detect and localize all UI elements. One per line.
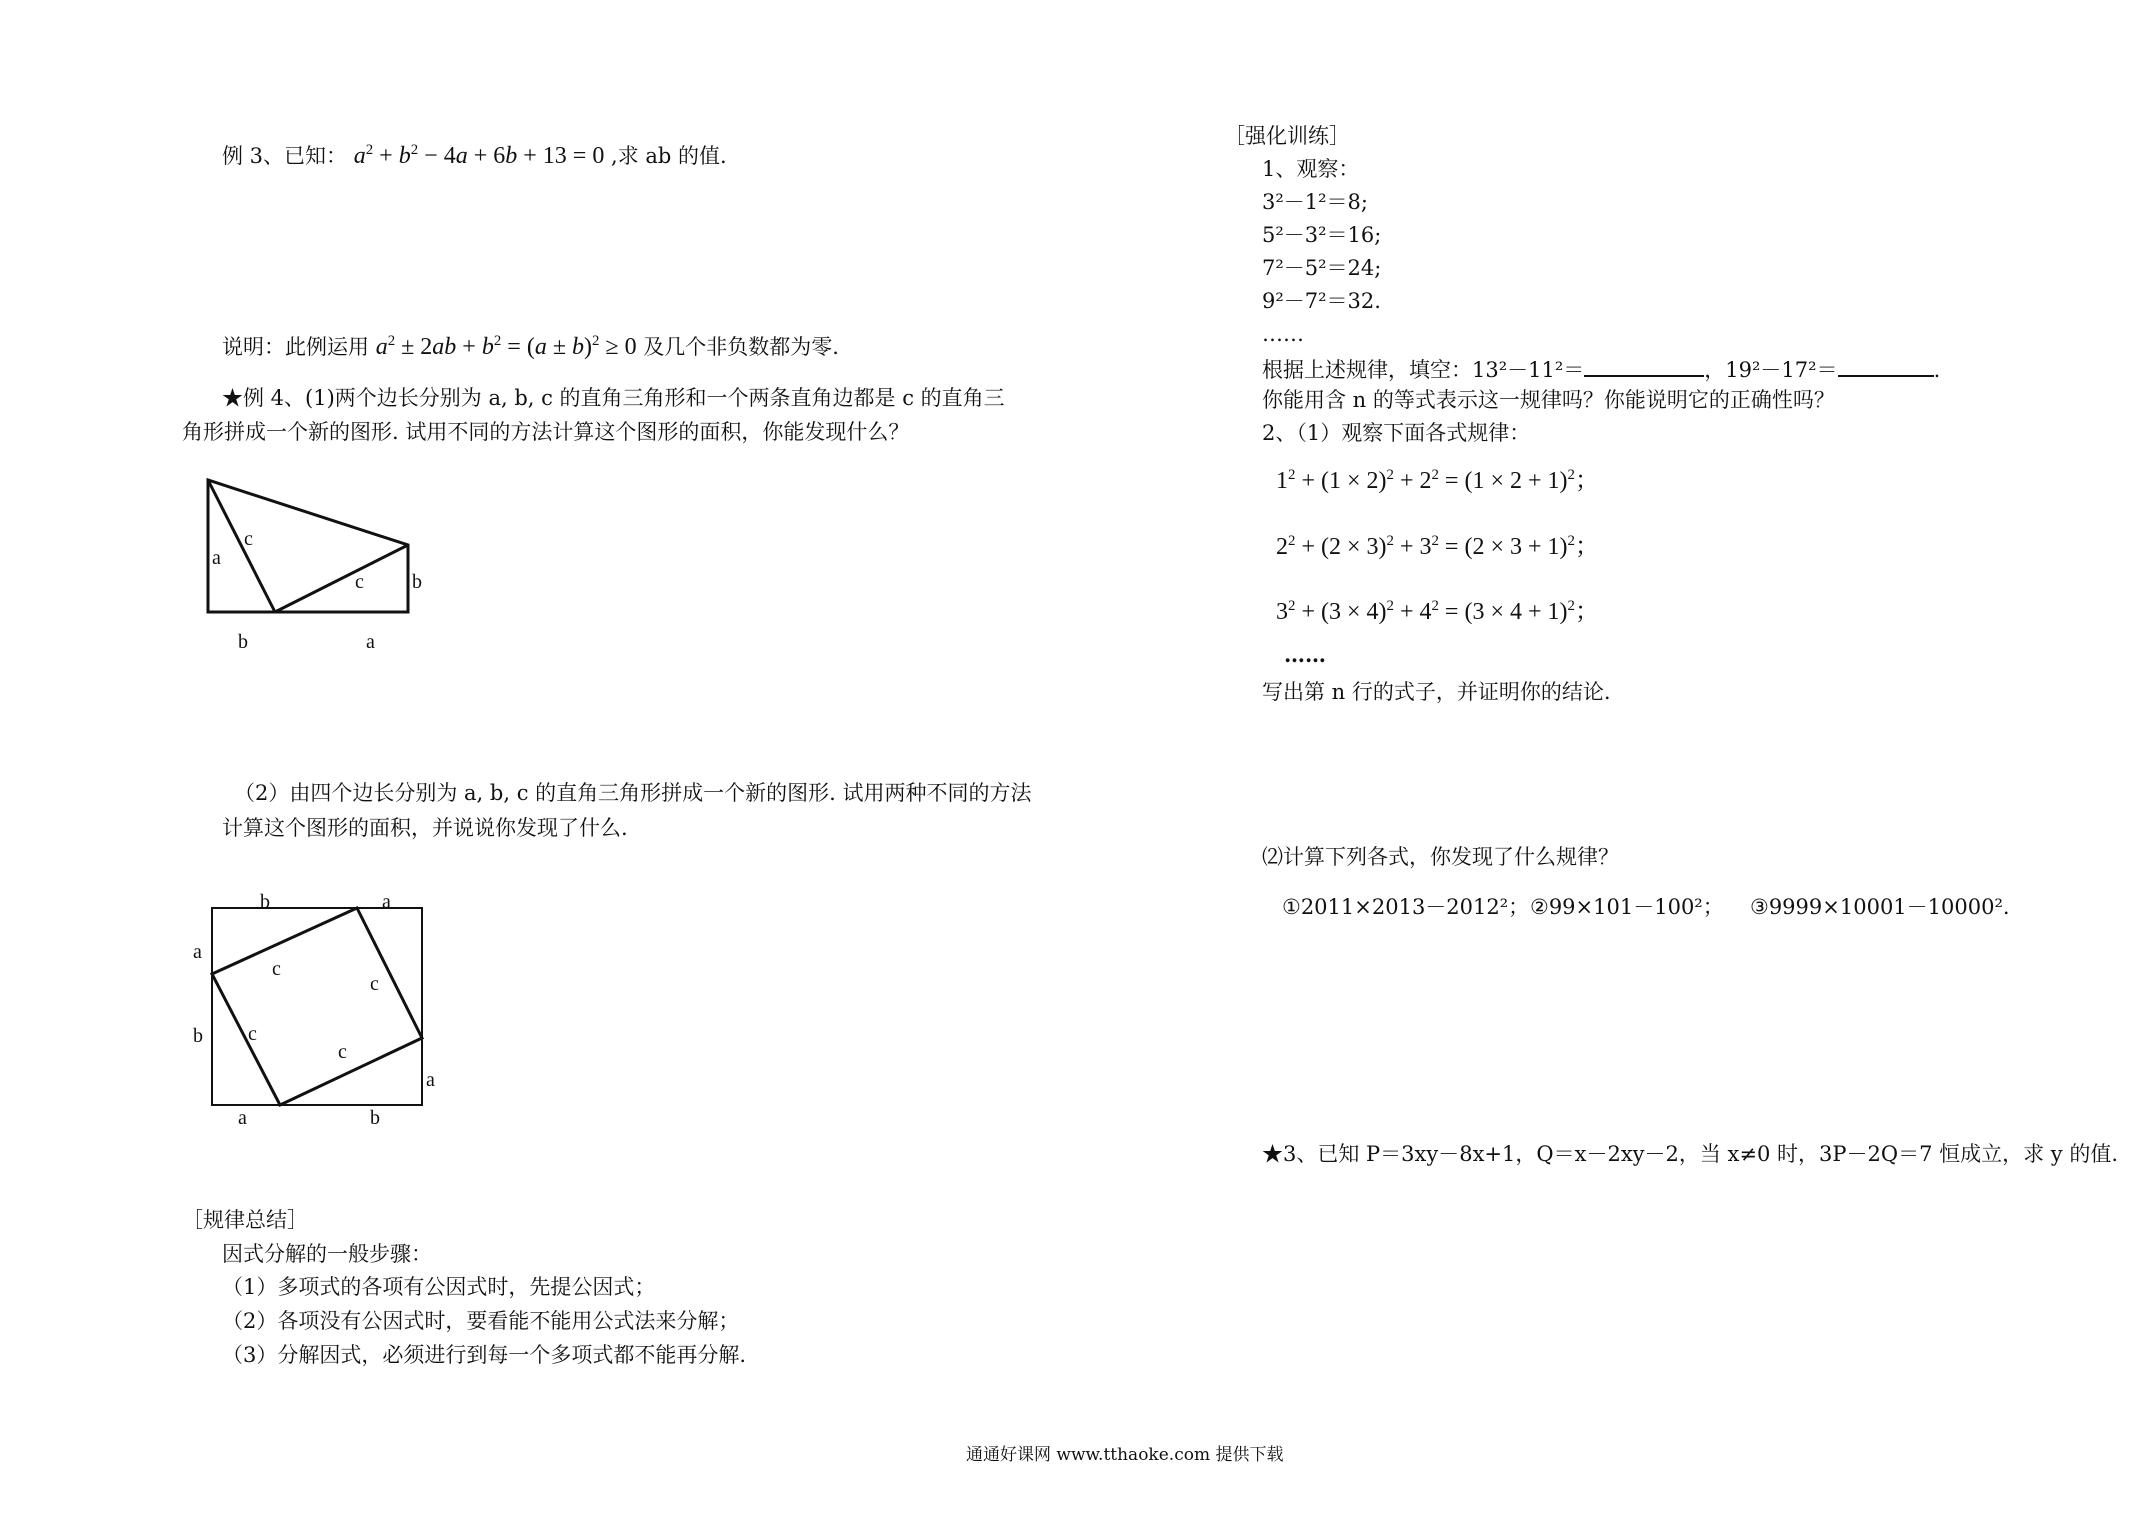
q1-line: 3²－1²＝8; (1262, 190, 1368, 214)
example-3-prefix: 例 3、已知： (222, 144, 348, 168)
footer: 通通好课网 www.tthaoke.com 提供下载 (966, 1445, 1284, 1465)
q2-part-2-head: ⑵计算下列各式，你发现了什么规律？ (1262, 845, 1619, 869)
q1-ask: 你能用含 n 的等式表示这一规律吗？你能说明它的正确性吗？ (1262, 388, 1835, 412)
fig2-label-c-1: c (272, 958, 281, 980)
q1-line: 5²－3²＝16; (1262, 223, 1382, 247)
q2-head: 2、（1）观察下面各式规律： (1262, 421, 1531, 445)
example-4-line-1: ★例 4、(1)两个边长分别为 a, b, c 的直角三角形和一个两条直角边都是 c 的直角三 (222, 386, 1005, 410)
fig2-label-a-right: a (426, 1069, 435, 1091)
q2-part-2-item: ②99×101－100²； (1530, 895, 1724, 919)
q3: ★3、已知 P＝3xy－8x+1，Q＝x－2xy－2，当 x≠0 时，3P－2Q＝7 恒成立，求 y 的值. (1262, 1142, 2119, 1166)
q1-head: 1、观察： (1262, 157, 1360, 181)
q1-line: 7²－5²＝24; (1262, 256, 1382, 280)
example-3-suffix: ,求 ab 的值. (611, 144, 727, 168)
summary-item: （3）分解因式，必须进行到每一个多项式都不能再分解. (222, 1343, 747, 1367)
q2-part-2-item: ①2011×2013－2012²； (1282, 895, 1530, 919)
fig2-label-a-left: a (193, 941, 202, 963)
fig1-label-c-left: c (244, 528, 253, 550)
note-suffix: 及几个非负数都为零. (643, 335, 839, 359)
q2-formula: $1^2 + (1 \times 2)^2 + 2^2 = (1 \times 2 + 1)^2$； (1276, 467, 1599, 494)
fig1-label-a-bottom: a (366, 631, 375, 653)
fig2-label-a-top: a (382, 891, 391, 913)
q1-fill-end: . (1933, 358, 1941, 382)
answer-blank-2[interactable] (1838, 355, 1934, 377)
summary-item: （2）各项没有公因式时，要看能不能用公式法来分解； (222, 1309, 740, 1333)
fig1-label-c-right: c (355, 571, 364, 593)
example-3-formula: $a^2 + b^2 - 4a + 6b + 13 = 0$ (353, 142, 605, 169)
fig2-label-a-bottom: a (238, 1107, 247, 1129)
q2-formula: $3^2 + (3 \times 4)^2 + 4^2 = (3 \times 4 + 1)^2$； (1276, 598, 1599, 625)
example-4-part-2-line-1: （2）由四个边长分别为 a, b, c 的直角三角形拼成一个新的图形. 试用两种不同的方法 (234, 781, 1032, 805)
q2-part-2-item: ③9999×10001－10000². (1750, 895, 2010, 919)
q2-formula: $2^2 + (2 \times 3)^2 + 3^2 = (2 \times 3 + 1)^2$； (1276, 533, 1599, 560)
fig1-label-a-left: a (212, 547, 221, 569)
fig2-label-c-3: c (248, 1023, 257, 1045)
figure-2-square (212, 908, 422, 1105)
q1-fill-mid: ，19²－17²＝ (1704, 358, 1838, 382)
summary-title: ［规律总结］ (182, 1208, 308, 1232)
q1-line: 9²－7²＝32. (1262, 289, 1381, 313)
note-formula: $a^2 \pm 2ab + b^2 = (a \pm b)^2 \ge 0$ (375, 333, 637, 360)
answer-blank-1[interactable] (1584, 355, 1704, 377)
fig2-label-c-2: c (370, 973, 379, 995)
figure-2-inner-square (212, 908, 422, 1105)
summary-intro: 因式分解的一般步骤： (222, 1242, 432, 1266)
example-4-line-2: 角形拼成一个新的图形. 试用不同的方法计算这个图形的面积，你能发现什么？ (182, 420, 910, 444)
fig1-label-b-bottom: b (238, 631, 248, 653)
q2-write: 写出第 n 行的式子，并证明你的结论. (1262, 680, 1611, 704)
q1-fill (1262, 355, 1940, 383)
q1-fill-prefix: 根据上述规律，填空：13²－11²＝ (1262, 358, 1585, 382)
fig2-label-b-left: b (193, 1025, 203, 1047)
summary-item: （1）多项式的各项有公因式时，先提公因式； (222, 1275, 656, 1299)
fig2-label-b-top: b (260, 891, 270, 913)
q1-ellipsis: …… (1262, 322, 1304, 346)
example-4-part-2-line-2: 计算这个图形的面积，并说说你发现了什么. (222, 816, 628, 840)
note-prefix: 说明：此例运用 (222, 335, 369, 359)
q2-ellipsis: …… (1284, 642, 1326, 667)
fig2-label-c-4: c (338, 1041, 347, 1063)
fig2-label-b-bottom: b (370, 1107, 380, 1129)
practice-title: ［强化训练］ (1224, 124, 1350, 148)
fig1-label-b-right: b (412, 571, 422, 593)
